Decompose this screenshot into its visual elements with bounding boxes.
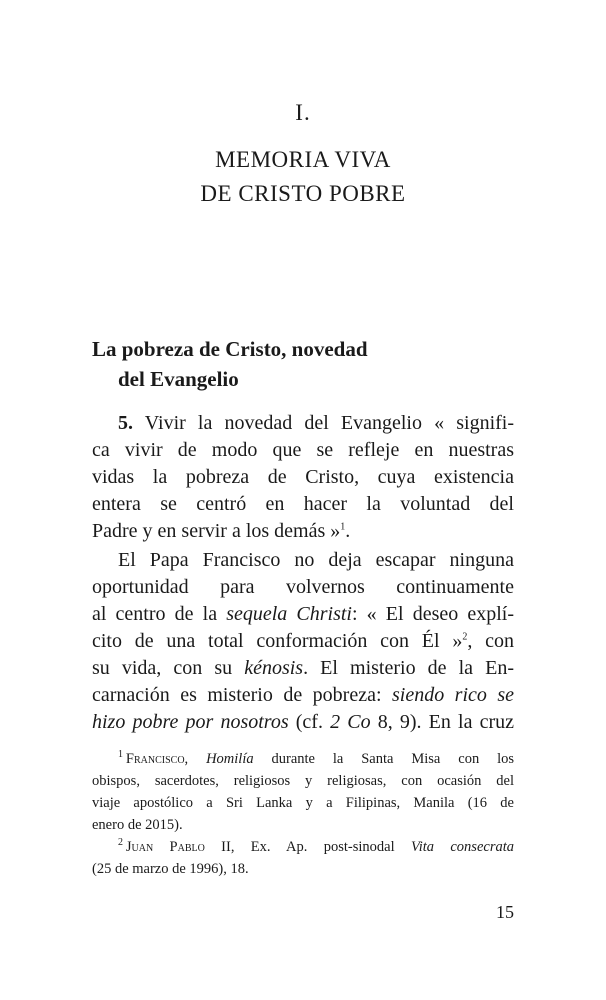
footnote-ref-2[interactable]: 2	[462, 631, 468, 643]
section-heading-line-1: La pobreza de Cristo, novedad	[92, 337, 368, 361]
chapter-title-line-2: DE CRISTO POBRE	[200, 181, 406, 206]
italic-term: hizo pobre por nosotros	[92, 711, 289, 733]
paragraph-line	[92, 628, 514, 655]
footnotes	[92, 748, 514, 880]
paragraph-line: vidas la pobreza de Cristo, cuya existencia	[92, 466, 514, 488]
footnote-line: obispos, sacerdotes, religiosos y religiosas, con ocasión del	[92, 773, 514, 789]
page-number: 15	[496, 902, 514, 922]
text-run: : « El deseo explí-	[352, 603, 514, 625]
footnote-line: (25 de marzo de 1996), 18.	[92, 861, 249, 877]
footnote-work-title: Vita consecrata	[410, 839, 514, 855]
footnote-1	[92, 748, 514, 836]
text-run: cito de una total conformación con Él »	[92, 630, 463, 652]
chapter-title-line-1: MEMORIA VIVA	[215, 147, 391, 172]
text-run: 8, 9). En la cruz	[370, 711, 515, 733]
footnote-line	[92, 748, 514, 770]
text-run: carnación es misterio de pobreza:	[92, 684, 392, 706]
text-run: durante la Santa Misa con los	[253, 751, 515, 767]
paragraph-line	[92, 682, 514, 709]
footnote-author: Juan Pablo II	[125, 839, 231, 855]
footnote-mark: 1	[118, 749, 123, 761]
text-run: Vivir la novedad del Evangelio « signifi-	[144, 412, 514, 434]
footnote-work-title: Homilía	[206, 751, 254, 767]
footnote-2	[92, 836, 514, 880]
footnote-line: viaje apostólico a Sri Lanka y a Filipinas, Manila (16 de	[92, 795, 514, 811]
footnote-mark: 2	[118, 837, 123, 849]
footnote-author: Francisco	[125, 751, 185, 767]
paragraph-continuation	[92, 547, 514, 736]
italic-term: siendo rico se	[391, 684, 515, 706]
paragraph-line: El Papa Francisco no deja escapar ninguna	[118, 549, 514, 571]
footnote-line	[92, 836, 514, 858]
footnote-line: enero de 2015).	[92, 817, 183, 833]
section-heading	[92, 334, 522, 394]
paragraph-line	[92, 518, 514, 545]
footnote-ref-1[interactable]: 1	[340, 521, 346, 533]
text-run: .	[345, 520, 351, 542]
paragraph-5	[92, 410, 514, 545]
paragraph-line	[92, 410, 514, 437]
body-text	[92, 410, 514, 736]
italic-term: 2 Co	[330, 711, 371, 733]
section-heading-line-2: del Evangelio	[118, 367, 239, 391]
text-run: , con	[467, 630, 514, 652]
paragraph-line: ca vivir de modo que se refleje en nuestras	[92, 439, 514, 461]
text-run: ,	[184, 751, 207, 767]
text-run: al centro de la	[92, 603, 227, 625]
chapter-number: I.	[295, 100, 311, 125]
text-run: , Ex. Ap. post-sinodal	[230, 839, 411, 855]
paragraph-number: 5.	[118, 412, 133, 434]
chapter-title	[0, 143, 606, 211]
paragraph-line: oportunidad para volvernos continuamente	[92, 576, 514, 598]
paragraph-line	[92, 655, 514, 682]
text-run: . El misterio de la En-	[303, 657, 514, 679]
italic-term: sequela Christi	[226, 603, 352, 625]
text-run: (cf.	[288, 711, 331, 733]
paragraph-line	[92, 709, 514, 736]
paragraph-line	[92, 601, 514, 628]
paragraph-line: entera se centró en hacer la voluntad del	[92, 493, 514, 515]
italic-term: kénosis	[244, 657, 304, 679]
text-run: Padre y en servir a los demás »	[92, 520, 341, 542]
text-run: su vida, con su	[92, 657, 245, 679]
